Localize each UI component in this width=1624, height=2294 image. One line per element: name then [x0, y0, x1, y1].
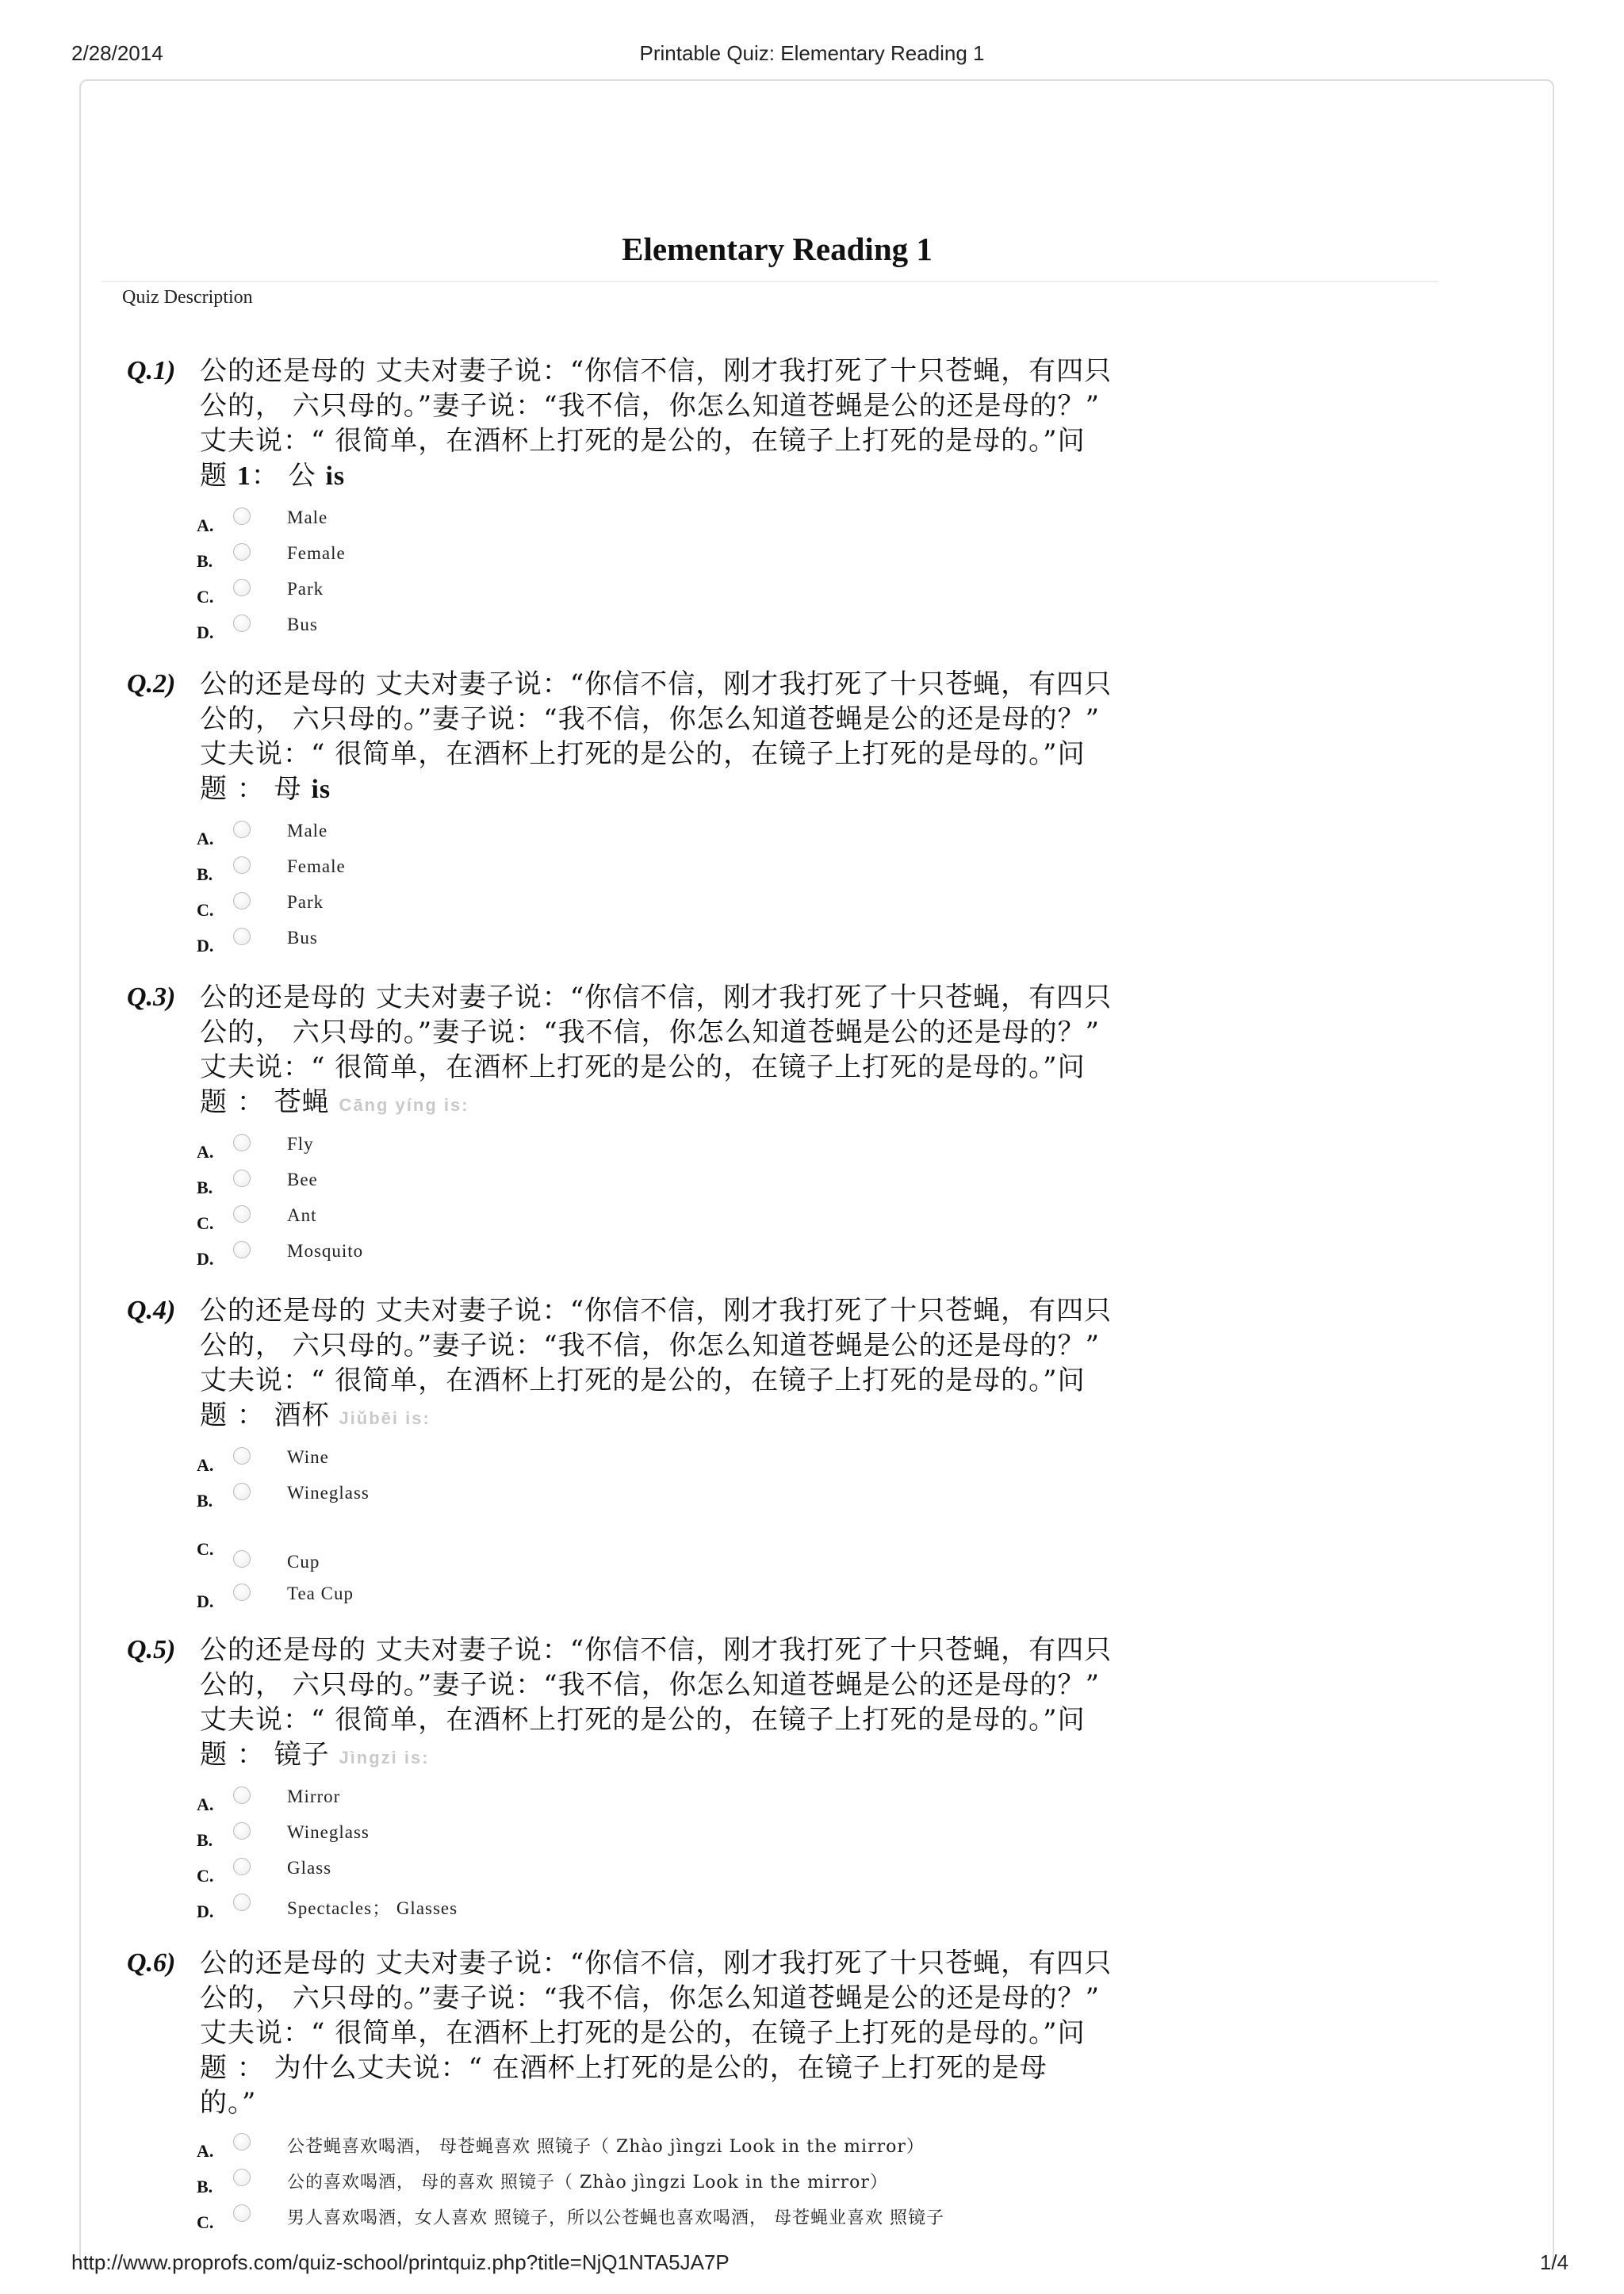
question-text: 公的还是母的 丈夫对妻子说：“你信不信，刚才我打死了十只苍蝇，有四只 公的， 六只母的。”妻子说：“我不信，你怎么知道苍蝇是公的还是母的？” 丈夫说：“ 很简单，在酒杯上打死的是公的，在镜子上打死的是母的。”问 题 ： 酒杯 Jiǔbēi is: [200, 1295, 1113, 1431]
radio-button[interactable] [233, 892, 251, 910]
title-divider [102, 281, 1438, 282]
radio-button[interactable] [233, 543, 251, 561]
radio-button[interactable] [233, 2204, 251, 2222]
question-text: 公的还是母的 丈夫对妻子说：“你信不信，刚才我打死了十只苍蝇，有四只 公的， 六只母的。”妻子说：“我不信，你怎么知道苍蝇是公的还是母的？” 丈夫说：“ 很简单，在酒杯上打死的是公的，在镜子上打死的是母的。”问 题 ： 苍蝇 Cāng yíng is: [200, 982, 1113, 1118]
radio-button[interactable] [233, 1894, 251, 1911]
radio-button[interactable] [233, 1483, 251, 1500]
print-header-title: Printable Quiz: Elementary Reading 1 [639, 41, 985, 65]
question-text: 公的还是母的 丈夫对妻子说：“你信不信，刚才我打死了十只苍蝇，有四只 公的， 六只母的。”妻子说：“我不信，你怎么知道苍蝇是公的还是母的？” 丈夫说：“ 很简单，在酒杯上打死的是公的，在镜子上打死的是母的。”问 题 1： 公 is [200, 355, 1113, 492]
radio-button[interactable] [233, 1241, 251, 1258]
question-text: 公的还是母的 丈夫对妻子说：“你信不信，刚才我打死了十只苍蝇，有四只 公的， 六只母的。”妻子说：“我不信，你怎么知道苍蝇是公的还是母的？” 丈夫说：“ 很简单，在酒杯上打死的是公的，在镜子上打死的是母的。”问 题 ： 母 is [200, 668, 1113, 805]
radio-button[interactable] [233, 2133, 251, 2150]
question-number: Q.1) [127, 356, 176, 385]
question-number: Q.5) [127, 1635, 176, 1664]
print-date: 2/28/2014 [71, 41, 163, 65]
quiz-description: Quiz Description [122, 287, 253, 308]
radio-button[interactable] [233, 856, 251, 874]
radio-button[interactable] [233, 1550, 251, 1568]
page-number: 1/4 [1539, 2250, 1568, 2274]
page-url: http://www.proprofs.com/quiz-school/printquiz.php?title=NjQ1NTA5JA7P [71, 2250, 730, 2274]
radio-button[interactable] [233, 1822, 251, 1840]
radio-button[interactable] [233, 615, 251, 632]
radio-button[interactable] [233, 1205, 251, 1223]
radio-button[interactable] [233, 1787, 251, 1804]
question-text: 公的还是母的 丈夫对妻子说：“你信不信，刚才我打死了十只苍蝇，有四只 公的， 六只母的。”妻子说：“我不信，你怎么知道苍蝇是公的还是母的？” 丈夫说：“ 很简单，在酒杯上打死的是公的，在镜子上打死的是母的。”问 题 ： 为什么丈夫说：“ 在酒杯上打死的是公的，在镜子上打死的是母 的。” [200, 1947, 1113, 2119]
question-number: Q.3) [127, 982, 176, 1012]
quiz-title: Elementary Reading 1 [622, 231, 933, 267]
radio-button[interactable] [233, 821, 251, 838]
question-number: Q.6) [127, 1948, 176, 1978]
radio-button[interactable] [233, 2169, 251, 2186]
question-number: Q.4) [127, 1296, 176, 1325]
question-text: 公的还是母的 丈夫对妻子说：“你信不信，刚才我打死了十只苍蝇，有四只 公的， 六只母的。”妻子说：“我不信，你怎么知道苍蝇是公的还是母的？” 丈夫说：“ 很简单，在酒杯上打死的是公的，在镜子上打死的是母的。”问 题 ： 镜子 Jìngzi is: [200, 1634, 1113, 1771]
radio-button[interactable] [233, 507, 251, 525]
radio-button[interactable] [233, 1447, 251, 1465]
radio-button[interactable] [233, 579, 251, 596]
radio-button[interactable] [233, 1134, 251, 1151]
question-number: Q.2) [127, 669, 176, 699]
radio-button[interactable] [233, 928, 251, 945]
radio-button[interactable] [233, 1858, 251, 1875]
radio-button[interactable] [233, 1584, 251, 1601]
radio-button[interactable] [233, 1170, 251, 1187]
